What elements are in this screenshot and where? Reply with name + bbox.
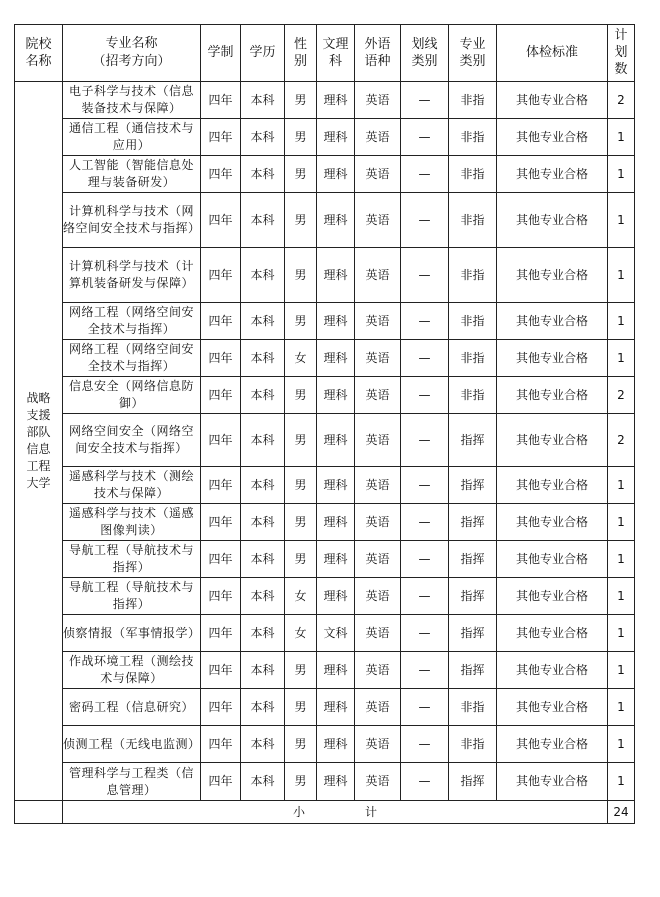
category-cell: 指挥 (449, 467, 497, 504)
gender-cell: 男 (285, 156, 317, 193)
gender-cell: 男 (285, 689, 317, 726)
subject-cell: 理科 (317, 578, 355, 615)
plan-cell: 1 (608, 541, 635, 578)
category-cell: 指挥 (449, 652, 497, 689)
table-row (15, 156, 635, 193)
line-cell: — (401, 763, 449, 801)
duration-cell: 四年 (201, 340, 241, 377)
language-cell: 英语 (355, 763, 401, 801)
major-cell: 网络工程（网络空间安全技术与指挥） (63, 303, 201, 340)
language-cell: 英语 (355, 340, 401, 377)
physical-cell: 其他专业合格 (497, 467, 608, 504)
line-cell: — (401, 541, 449, 578)
duration-cell: 四年 (201, 193, 241, 248)
duration-cell: 四年 (201, 377, 241, 414)
major-cell: 密码工程（信息研究） (63, 689, 201, 726)
subject-cell: 理科 (317, 763, 355, 801)
language-cell: 英语 (355, 377, 401, 414)
subject-cell: 文科 (317, 615, 355, 652)
line-cell: — (401, 119, 449, 156)
subject-cell: 理科 (317, 467, 355, 504)
degree-cell: 本科 (241, 689, 285, 726)
line-cell: — (401, 340, 449, 377)
category-cell: 非指 (449, 726, 497, 763)
language-cell: 英语 (355, 303, 401, 340)
language-cell: 英语 (355, 689, 401, 726)
plan-cell: 1 (608, 689, 635, 726)
category-cell: 非指 (449, 119, 497, 156)
subject-cell: 理科 (317, 377, 355, 414)
degree-cell: 本科 (241, 467, 285, 504)
major-cell: 导航工程（导航技术与指挥） (63, 578, 201, 615)
gender-cell: 女 (285, 340, 317, 377)
category-cell: 指挥 (449, 763, 497, 801)
duration-cell: 四年 (201, 504, 241, 541)
line-cell: — (401, 467, 449, 504)
header-subject: 文理科 (317, 25, 355, 82)
table-row (15, 193, 635, 248)
gender-cell: 男 (285, 82, 317, 119)
table-row (15, 578, 635, 615)
gender-cell: 女 (285, 615, 317, 652)
duration-cell: 四年 (201, 303, 241, 340)
subject-cell: 理科 (317, 119, 355, 156)
subject-cell: 理科 (317, 652, 355, 689)
category-cell: 非指 (449, 689, 497, 726)
degree-cell: 本科 (241, 340, 285, 377)
duration-cell: 四年 (201, 541, 241, 578)
major-cell: 遥感科学与技术（测绘技术与保障） (63, 467, 201, 504)
total-row (15, 801, 635, 824)
physical-cell: 其他专业合格 (497, 340, 608, 377)
gender-cell: 男 (285, 652, 317, 689)
physical-cell: 其他专业合格 (497, 763, 608, 801)
duration-cell: 四年 (201, 652, 241, 689)
major-cell: 网络工程（网络空间安全技术与指挥） (63, 340, 201, 377)
table-row (15, 726, 635, 763)
category-cell: 非指 (449, 156, 497, 193)
category-cell: 指挥 (449, 615, 497, 652)
table-row (15, 763, 635, 801)
total-label: 小计 (63, 801, 608, 824)
category-cell: 非指 (449, 377, 497, 414)
plan-cell: 1 (608, 504, 635, 541)
gender-cell: 男 (285, 414, 317, 467)
header-gender: 性别 (285, 25, 317, 82)
header-language: 外语语种 (355, 25, 401, 82)
subject-cell: 理科 (317, 414, 355, 467)
gender-cell: 男 (285, 726, 317, 763)
category-cell: 非指 (449, 193, 497, 248)
duration-cell: 四年 (201, 467, 241, 504)
physical-cell: 其他专业合格 (497, 541, 608, 578)
degree-cell: 本科 (241, 615, 285, 652)
table-row (15, 119, 635, 156)
gender-cell: 男 (285, 303, 317, 340)
school-name: 战略支援部队信息工程大学 (26, 391, 51, 490)
category-cell: 非指 (449, 82, 497, 119)
plan-cell: 2 (608, 414, 635, 467)
category-cell: 指挥 (449, 414, 497, 467)
gender-cell: 男 (285, 248, 317, 303)
major-cell: 电子科学与技术（信息装备技术与保障） (63, 82, 201, 119)
line-cell: — (401, 156, 449, 193)
plan-cell: 1 (608, 193, 635, 248)
major-cell: 通信工程（通信技术与应用） (63, 119, 201, 156)
degree-cell: 本科 (241, 763, 285, 801)
major-cell: 人工智能（智能信息处理与装备研发） (63, 156, 201, 193)
category-cell: 指挥 (449, 578, 497, 615)
major-cell: 遥感科学与技术（遥感图像判读） (63, 504, 201, 541)
line-cell: — (401, 82, 449, 119)
enrollment-plan-table (14, 24, 635, 824)
subject-cell: 理科 (317, 303, 355, 340)
header-major-subtitle: （招考方向） (92, 54, 171, 69)
duration-cell: 四年 (201, 689, 241, 726)
header-row (15, 25, 635, 82)
header-category: 专业类别 (449, 25, 497, 82)
physical-cell: 其他专业合格 (497, 726, 608, 763)
duration-cell: 四年 (201, 248, 241, 303)
plan-cell: 1 (608, 578, 635, 615)
subject-cell: 理科 (317, 193, 355, 248)
duration-cell: 四年 (201, 414, 241, 467)
gender-cell: 男 (285, 504, 317, 541)
header-duration: 学制 (201, 25, 241, 82)
line-cell: — (401, 377, 449, 414)
duration-cell: 四年 (201, 119, 241, 156)
category-cell: 非指 (449, 248, 497, 303)
header-plan: 计划数 (608, 25, 635, 82)
degree-cell: 本科 (241, 119, 285, 156)
plan-cell: 1 (608, 248, 635, 303)
category-cell: 指挥 (449, 504, 497, 541)
category-cell: 非指 (449, 303, 497, 340)
subject-cell: 理科 (317, 82, 355, 119)
category-cell: 指挥 (449, 541, 497, 578)
table-row (15, 414, 635, 467)
line-cell: — (401, 193, 449, 248)
table-row (15, 615, 635, 652)
table-row (15, 340, 635, 377)
language-cell: 英语 (355, 248, 401, 303)
line-cell: — (401, 726, 449, 763)
physical-cell: 其他专业合格 (497, 248, 608, 303)
line-cell: — (401, 615, 449, 652)
language-cell: 英语 (355, 467, 401, 504)
degree-cell: 本科 (241, 652, 285, 689)
degree-cell: 本科 (241, 156, 285, 193)
table-row (15, 652, 635, 689)
physical-cell: 其他专业合格 (497, 652, 608, 689)
language-cell: 英语 (355, 541, 401, 578)
major-cell: 计算机科学与技术（网络空间安全技术与指挥） (63, 193, 201, 248)
degree-cell: 本科 (241, 504, 285, 541)
plan-cell: 1 (608, 763, 635, 801)
plan-cell: 1 (608, 340, 635, 377)
total-value: 24 (608, 801, 635, 824)
plan-cell: 2 (608, 82, 635, 119)
table-row (15, 504, 635, 541)
header-degree: 学历 (241, 25, 285, 82)
line-cell: — (401, 689, 449, 726)
plan-cell: 1 (608, 119, 635, 156)
physical-cell: 其他专业合格 (497, 82, 608, 119)
degree-cell: 本科 (241, 726, 285, 763)
plan-cell: 1 (608, 726, 635, 763)
line-cell: — (401, 414, 449, 467)
subject-cell: 理科 (317, 248, 355, 303)
gender-cell: 女 (285, 578, 317, 615)
total-school-cell (15, 801, 63, 824)
plan-cell: 1 (608, 303, 635, 340)
plan-cell: 1 (608, 467, 635, 504)
degree-cell: 本科 (241, 414, 285, 467)
subject-cell: 理科 (317, 726, 355, 763)
degree-cell: 本科 (241, 248, 285, 303)
header-school: 院校名称 (15, 25, 63, 82)
physical-cell: 其他专业合格 (497, 156, 608, 193)
duration-cell: 四年 (201, 726, 241, 763)
degree-cell: 本科 (241, 193, 285, 248)
line-cell: — (401, 248, 449, 303)
language-cell: 英语 (355, 82, 401, 119)
plan-cell: 1 (608, 615, 635, 652)
header-physical: 体检标准 (497, 25, 608, 82)
physical-cell: 其他专业合格 (497, 119, 608, 156)
language-cell: 英语 (355, 119, 401, 156)
physical-cell: 其他专业合格 (497, 578, 608, 615)
major-cell: 侦测工程（无线电监测） (63, 726, 201, 763)
gender-cell: 男 (285, 541, 317, 578)
subject-cell: 理科 (317, 689, 355, 726)
major-cell: 信息安全（网络信息防御） (63, 377, 201, 414)
plan-cell: 1 (608, 652, 635, 689)
table-row (15, 467, 635, 504)
school-name-cell (15, 82, 63, 801)
physical-cell: 其他专业合格 (497, 193, 608, 248)
header-major (63, 25, 201, 82)
subject-cell: 理科 (317, 541, 355, 578)
subject-cell: 理科 (317, 504, 355, 541)
table-row (15, 303, 635, 340)
header-major-title: 专业名称 (105, 36, 158, 51)
language-cell: 英语 (355, 578, 401, 615)
degree-cell: 本科 (241, 578, 285, 615)
duration-cell: 四年 (201, 82, 241, 119)
table-row (15, 377, 635, 414)
line-cell: — (401, 652, 449, 689)
duration-cell: 四年 (201, 578, 241, 615)
degree-cell: 本科 (241, 82, 285, 119)
physical-cell: 其他专业合格 (497, 615, 608, 652)
major-cell: 侦察情报（军事情报学） (63, 615, 201, 652)
gender-cell: 男 (285, 467, 317, 504)
table-row (15, 689, 635, 726)
degree-cell: 本科 (241, 541, 285, 578)
table-row (15, 82, 635, 119)
physical-cell: 其他专业合格 (497, 414, 608, 467)
degree-cell: 本科 (241, 377, 285, 414)
category-cell: 非指 (449, 340, 497, 377)
physical-cell: 其他专业合格 (497, 689, 608, 726)
major-cell: 作战环境工程（测绘技术与保障） (63, 652, 201, 689)
language-cell: 英语 (355, 652, 401, 689)
plan-cell: 1 (608, 156, 635, 193)
language-cell: 英语 (355, 193, 401, 248)
language-cell: 英语 (355, 615, 401, 652)
line-cell: — (401, 504, 449, 541)
gender-cell: 男 (285, 119, 317, 156)
language-cell: 英语 (355, 504, 401, 541)
line-cell: — (401, 578, 449, 615)
language-cell: 英语 (355, 156, 401, 193)
header-line: 划线类别 (401, 25, 449, 82)
major-cell: 管理科学与工程类（信息管理） (63, 763, 201, 801)
degree-cell: 本科 (241, 303, 285, 340)
duration-cell: 四年 (201, 763, 241, 801)
major-cell: 导航工程（导航技术与指挥） (63, 541, 201, 578)
table-row (15, 248, 635, 303)
physical-cell: 其他专业合格 (497, 303, 608, 340)
duration-cell: 四年 (201, 156, 241, 193)
table-row (15, 541, 635, 578)
major-cell: 计算机科学与技术（计算机装备研发与保障） (63, 248, 201, 303)
plan-cell: 2 (608, 377, 635, 414)
duration-cell: 四年 (201, 615, 241, 652)
gender-cell: 男 (285, 763, 317, 801)
physical-cell: 其他专业合格 (497, 377, 608, 414)
language-cell: 英语 (355, 414, 401, 467)
subject-cell: 理科 (317, 156, 355, 193)
major-cell: 网络空间安全（网络空间安全技术与指挥） (63, 414, 201, 467)
language-cell: 英语 (355, 726, 401, 763)
gender-cell: 男 (285, 377, 317, 414)
physical-cell: 其他专业合格 (497, 504, 608, 541)
line-cell: — (401, 303, 449, 340)
gender-cell: 男 (285, 193, 317, 248)
subject-cell: 理科 (317, 340, 355, 377)
